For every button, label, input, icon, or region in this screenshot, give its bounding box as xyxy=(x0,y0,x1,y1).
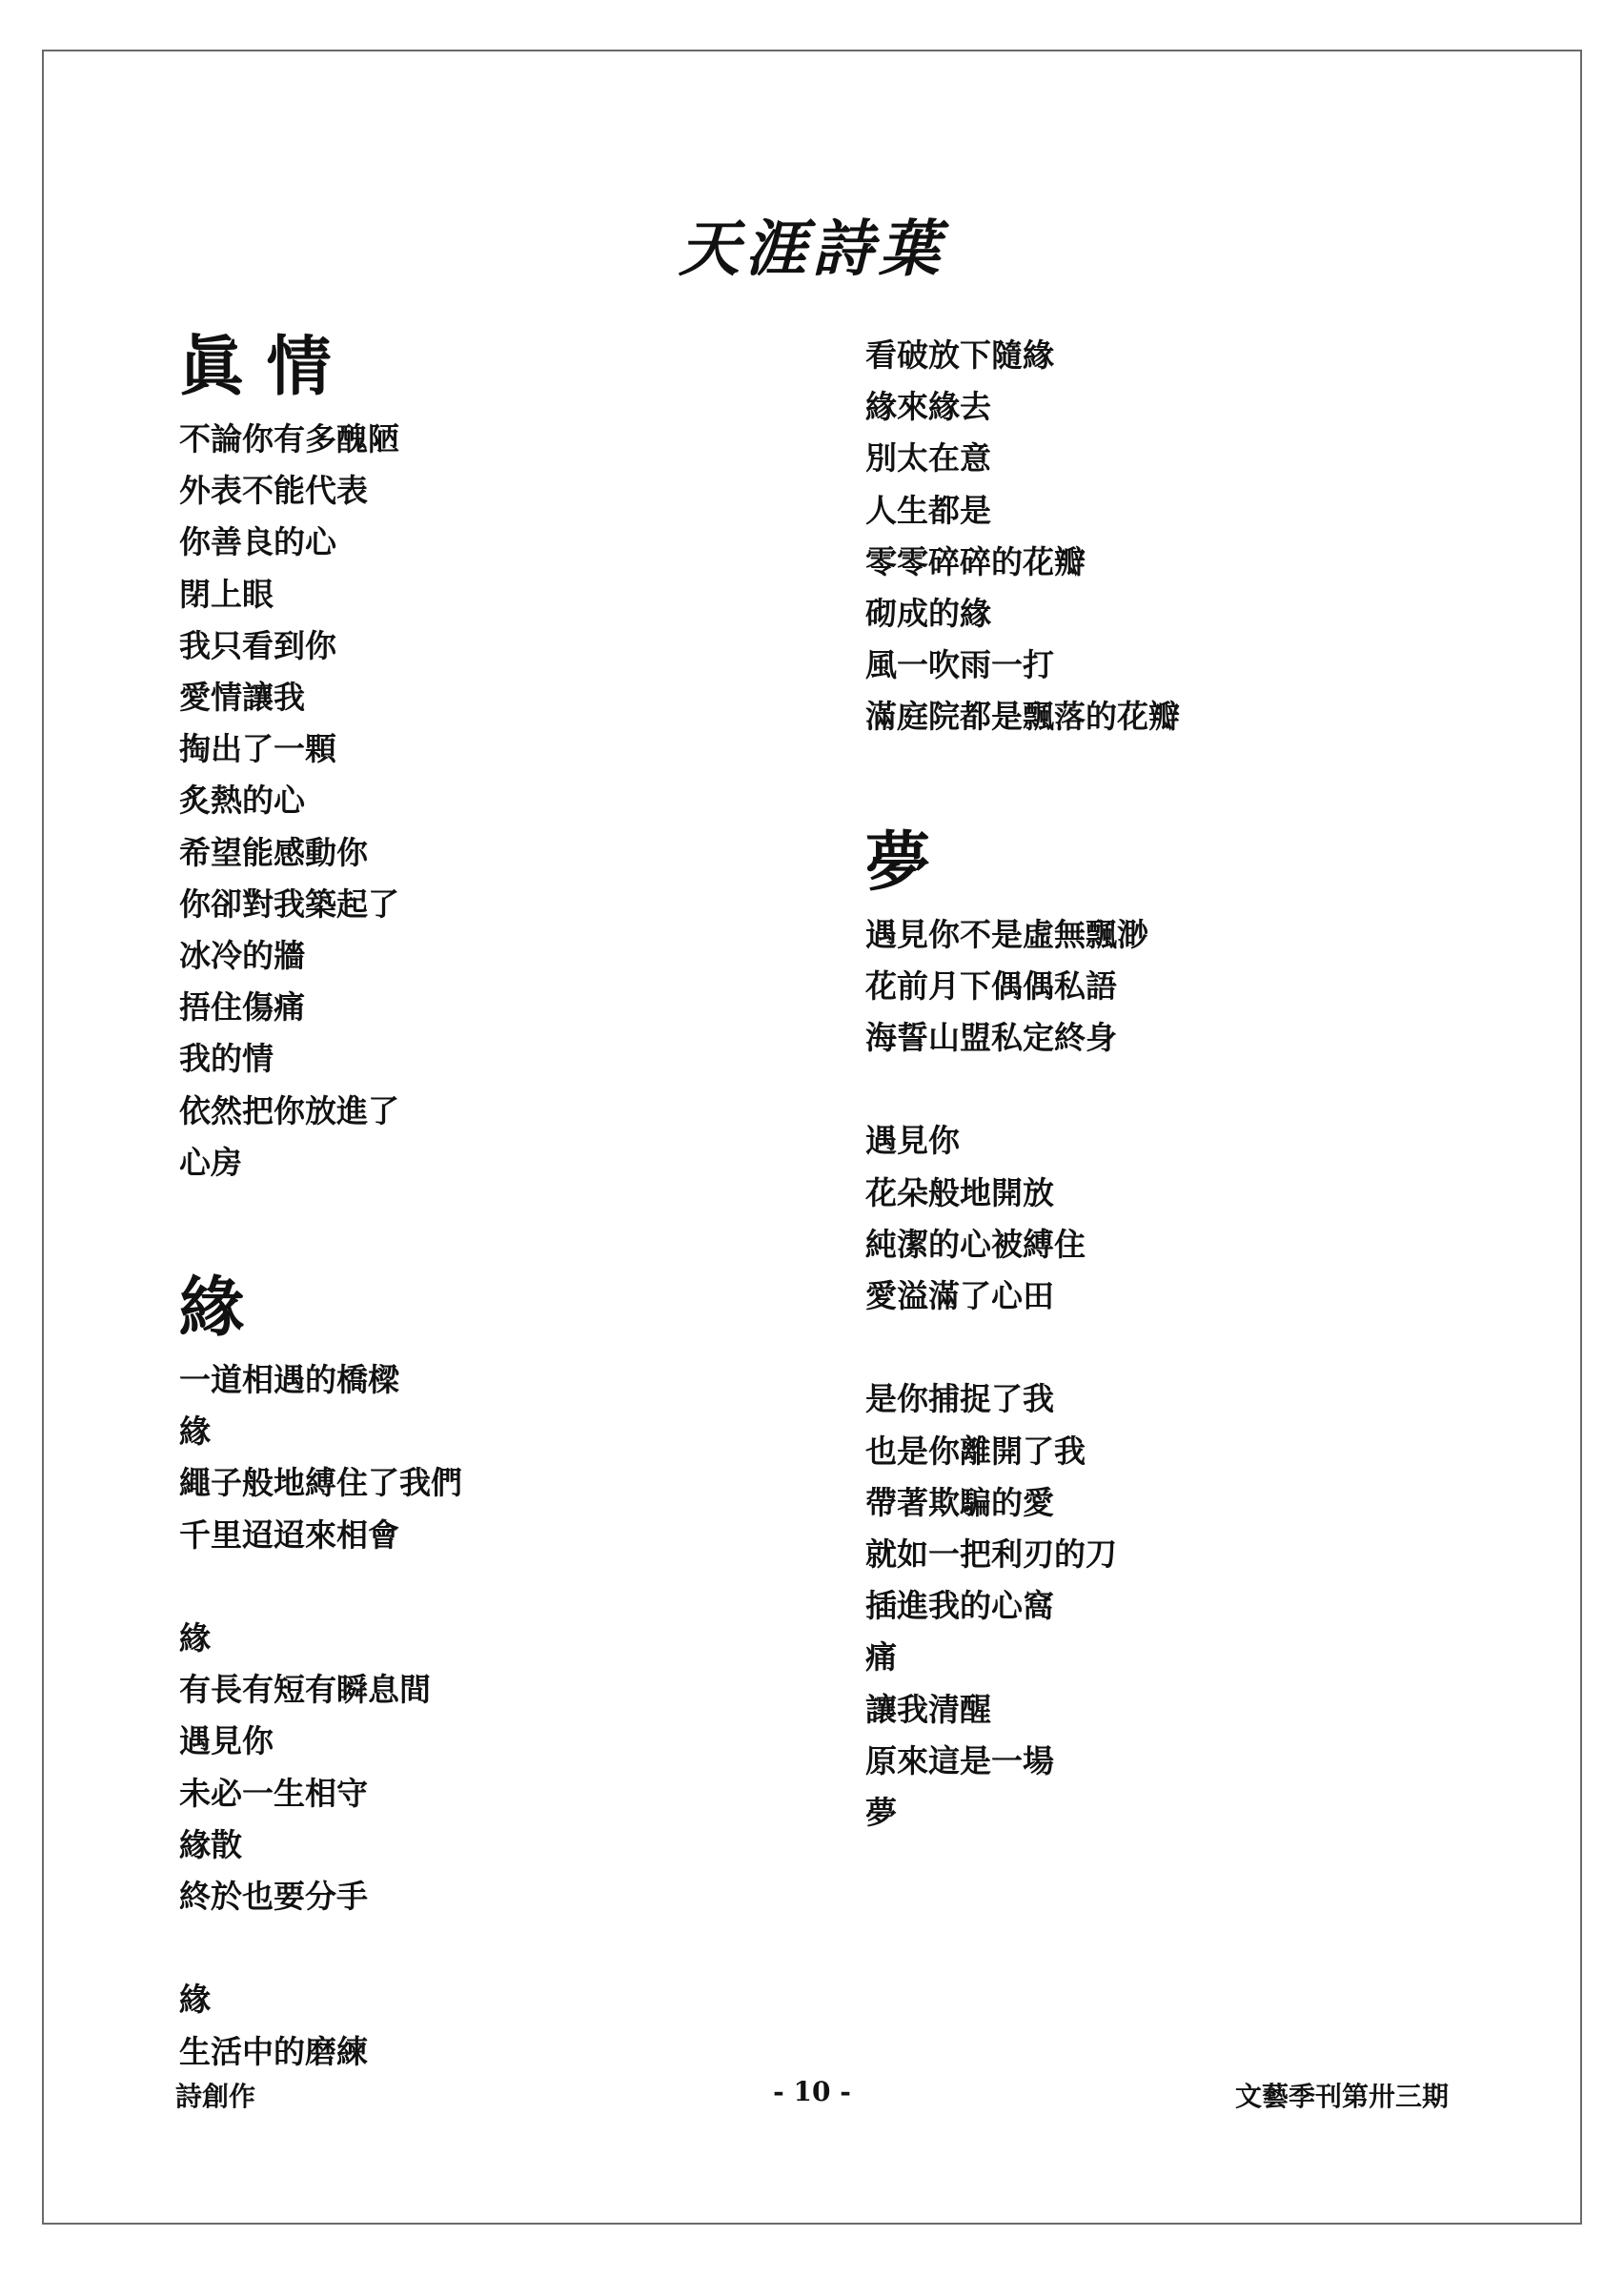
poem-line: 純潔的心被縛住 xyxy=(865,1225,1086,1263)
poem-line: 緣 xyxy=(179,1619,211,1657)
poem-line: 有長有短有瞬息間 xyxy=(179,1671,431,1709)
poem-line: 別太在意 xyxy=(865,439,991,478)
poem-body-yuan xyxy=(179,1354,789,2078)
poem-line: 緣來緣去 xyxy=(865,388,991,426)
poem-line: 你善良的心 xyxy=(179,523,336,561)
poem-line: 砌成的緣 xyxy=(865,595,991,633)
poem-line: 海誓山盟私定終身 xyxy=(865,1019,1117,1057)
poem-line: 花朵般地開放 xyxy=(865,1173,1054,1211)
poem-line: 捂住傷痛 xyxy=(179,988,305,1027)
poem-line: 依然把你放進了 xyxy=(179,1091,399,1129)
poem-body-zhen-qing xyxy=(179,414,789,1189)
footer-section-label: 詩創作 xyxy=(175,2081,256,2112)
poem-line: 緣散 xyxy=(179,1825,242,1863)
stanza-break xyxy=(865,1322,1475,1373)
poem-line: 就如一把利刃的刀 xyxy=(865,1535,1117,1574)
poem-line: 終於也要分手 xyxy=(179,1878,368,1916)
poem-line: 我只看到你 xyxy=(179,626,336,664)
poem-body-meng xyxy=(865,909,1475,1840)
poem-line: 愛情讓我 xyxy=(179,679,305,717)
poem-line: 也是你離開了我 xyxy=(865,1432,1086,1470)
poem-line: 不論你有多醜陋 xyxy=(179,420,399,457)
poem-line: 希望能感動你 xyxy=(179,833,368,871)
poem-line: 你卻對我築起了 xyxy=(179,884,399,923)
poem-line: 繩子般地縛住了我們 xyxy=(179,1464,462,1502)
poem-line: 遇見你不是虛無飄渺 xyxy=(865,915,1148,953)
poem-line: 我的情 xyxy=(179,1040,274,1078)
poem-line: 風一吹雨一打 xyxy=(865,646,1054,684)
poem-line: 人生都是 xyxy=(865,491,991,529)
footer-page-number: - 10 - xyxy=(773,2076,851,2107)
poem-line: 閉上眼 xyxy=(179,575,274,613)
poem-line: 花前月下偶偶私語 xyxy=(865,966,1117,1005)
poem-line: 未必一生相守 xyxy=(179,1774,368,1812)
poem-line: 遇見你 xyxy=(179,1722,274,1760)
stanza-break xyxy=(865,1064,1475,1115)
poem-line: 冰冷的牆 xyxy=(179,937,305,975)
poem-title-meng: 夢 xyxy=(865,823,931,901)
poem-line: 千里迢迢來相會 xyxy=(179,1515,399,1554)
poem-body-yuan-continued xyxy=(865,330,1475,743)
poem-line: 緣 xyxy=(179,1413,211,1451)
poem-title-yuan: 緣 xyxy=(179,1270,245,1347)
stanza-break xyxy=(179,1922,789,1974)
section-spacer xyxy=(179,1189,789,1265)
section-spacer xyxy=(865,743,1475,820)
poem-line: 讓我清醒 xyxy=(865,1690,991,1728)
poem-line: 生活中的磨練 xyxy=(179,2032,368,2070)
poem-line: 是你捕捉了我 xyxy=(865,1380,1054,1418)
poem-line: 夢 xyxy=(865,1794,897,1832)
poem-line: 滿庭院都是飄落的花瓣 xyxy=(865,698,1180,736)
poem-line: 一道相遇的橋樑 xyxy=(179,1361,399,1399)
poem-title-zhen-qing: 眞 情 xyxy=(179,329,332,405)
footer-publication: 文藝季刊第卅三期 xyxy=(1234,2081,1449,2112)
poem-line: 原來這是一場 xyxy=(865,1741,1054,1779)
left-column xyxy=(179,324,789,2078)
poem-line: 心房 xyxy=(179,1143,242,1181)
poem-line: 看破放下隨緣 xyxy=(865,336,1054,374)
stanza-break xyxy=(179,1561,789,1613)
poem-line: 帶著欺騙的愛 xyxy=(865,1483,1054,1521)
right-column xyxy=(865,330,1475,1839)
page-title: 天涯詩葉 xyxy=(679,213,945,285)
poem-line: 外表不能代表 xyxy=(179,472,368,510)
poem-line: 掏出了一顆 xyxy=(179,730,336,768)
poem-line: 零零碎碎的花瓣 xyxy=(865,542,1086,580)
poem-line: 炙熱的心 xyxy=(179,782,305,820)
poem-line: 愛溢滿了心田 xyxy=(865,1277,1054,1315)
poem-line: 緣 xyxy=(179,1981,211,2019)
poem-line: 痛 xyxy=(865,1638,897,1677)
poem-line: 插進我的心窩 xyxy=(865,1587,1054,1625)
poem-line: 遇見你 xyxy=(865,1122,960,1160)
